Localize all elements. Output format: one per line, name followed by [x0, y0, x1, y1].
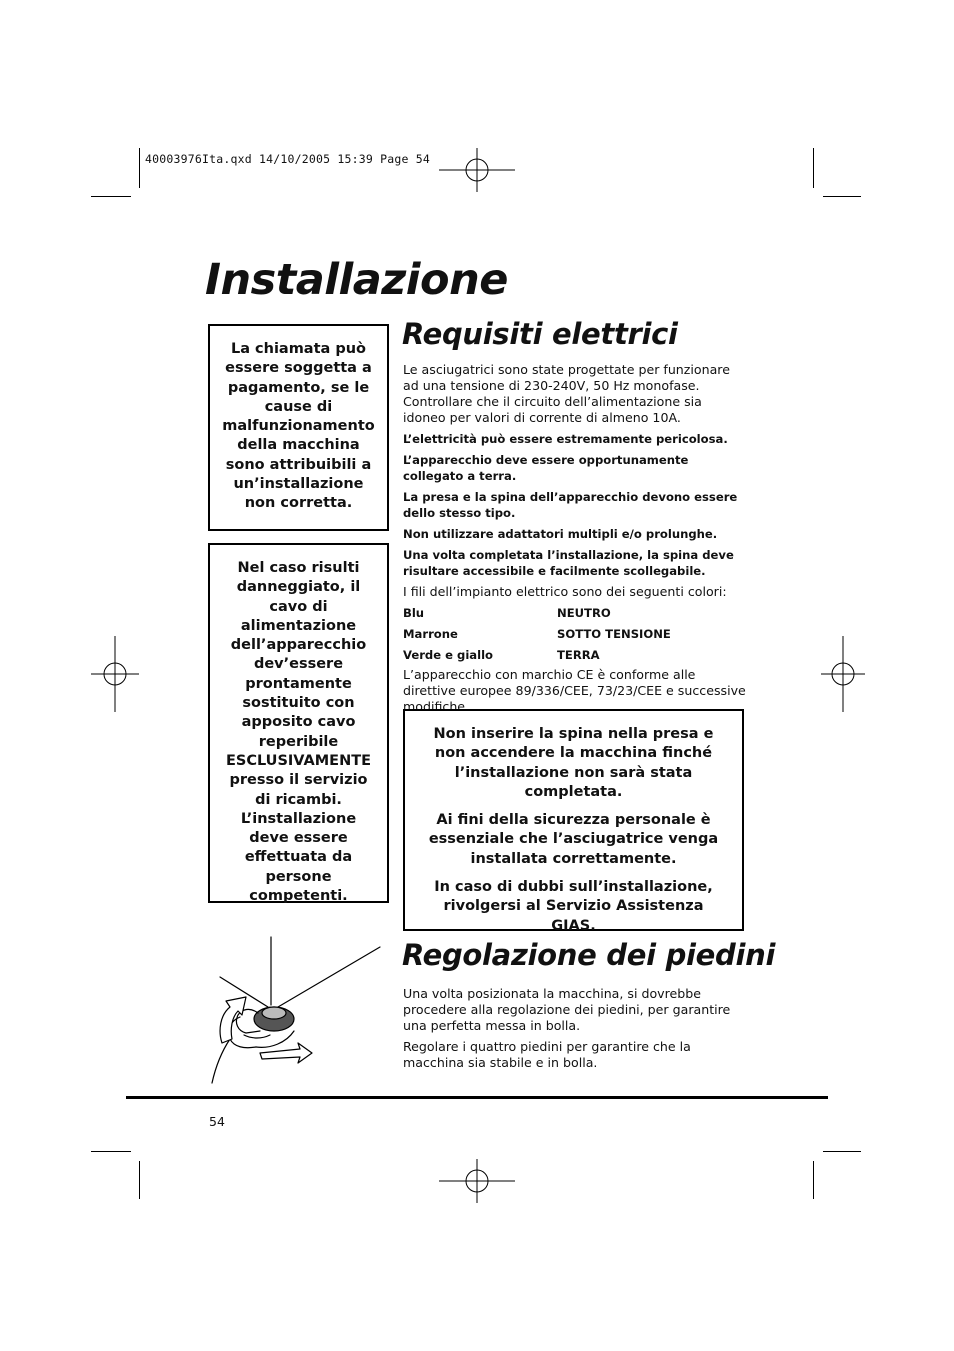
hand-adjusting-foot-icon — [200, 935, 385, 1087]
feet-section — [403, 986, 748, 1076]
call-charge-notice — [208, 324, 389, 531]
wire-color-table — [403, 605, 748, 663]
ce-note: L’apparecchio con marchio CE è conforme alle direttive europee 89/336/CEE, 73/23/CEE e successive modifiche. — [403, 667, 746, 714]
cable-damage-text: Nel caso risulti danneggiato, il cavo di alimentazione dell’apparecchio dev’essere prontamente sostituito con apposito cavo reperibile ESCLUSIVAMENTE presso il servizio di ricambi. L’installazione deve essere effettuata da persone competenti. — [225, 560, 372, 905]
warning-paragraph: Ai fini della sicurezza personale è essenziale che l’asciugatrice venga installata correttamente. — [428, 812, 719, 867]
electrical-heading: Requisiti elettrici — [402, 317, 678, 351]
electrical-intro: Le asciugatrici sono state progettate per funzionare ad una tensione di 230-240V, 50 Hz monofase. Controllare che il circuito dell’alimentazione sia idoneo per valori di corrente di almeno 10A. — [403, 362, 730, 425]
wire-role: NEUTRO — [557, 606, 611, 620]
cable-damage-notice — [208, 543, 389, 903]
feet-paragraph: Una volta posizionata la macchina, si dovrebbe procedere alla regolazione dei piedini, per garantire una perfetta messa in bolla. — [403, 986, 731, 1033]
wire-role: TERRA — [557, 648, 600, 662]
warning-paragraph: In caso di dubbi sull’installazione, rivolgersi al Servizio Assistenza GIAS. — [434, 879, 713, 934]
warning-paragraph: Non inserire la spina nella presa e non accendere la macchina finché l’installazione non sarà stata completata. — [433, 726, 714, 800]
electrical-warning: La presa e la spina dell’apparecchio devono essere dello stesso tipo. — [403, 490, 738, 520]
footer-rule — [126, 1096, 828, 1099]
electrical-warning: L’apparecchio deve essere opportunamente collegato a terra. — [403, 453, 689, 483]
safety-warning-box — [403, 709, 744, 934]
page-title: Installazione — [205, 255, 508, 305]
page-number: 54 — [209, 1114, 225, 1129]
wire-color: Blu — [403, 606, 425, 620]
wires-intro: I fili dell’impianto elettrico sono dei seguenti colori: — [403, 584, 727, 599]
call-charge-text: La chiamata può essere soggetta a pagamento, se le cause di malfunzionamento della macchina sono attribuibili a un’installazione non corretta. — [222, 341, 375, 512]
feet-paragraph: Regolare i quattro piedini per garantire che la macchina sia stabile e in bolla. — [403, 1039, 691, 1070]
electrical-warning: Una volta completata l’installazione, la spina deve risultare accessibile e facilmente scollegabile. — [403, 548, 734, 578]
wire-role: SOTTO TENSIONE — [557, 627, 671, 641]
feet-heading: Regolazione dei piedini — [402, 938, 776, 972]
wire-color: Verde e giallo — [403, 648, 494, 662]
print-slug: 40003976Ita.qxd 14/10/2005 15:39 Page 54 — [145, 152, 430, 166]
electrical-warning: Non utilizzare adattatori multipli e/o prolunghe. — [403, 527, 718, 541]
wire-color: Marrone — [403, 627, 458, 641]
electrical-section — [403, 362, 748, 720]
electrical-warning: L’elettricità può essere estremamente pericolosa. — [403, 432, 728, 446]
